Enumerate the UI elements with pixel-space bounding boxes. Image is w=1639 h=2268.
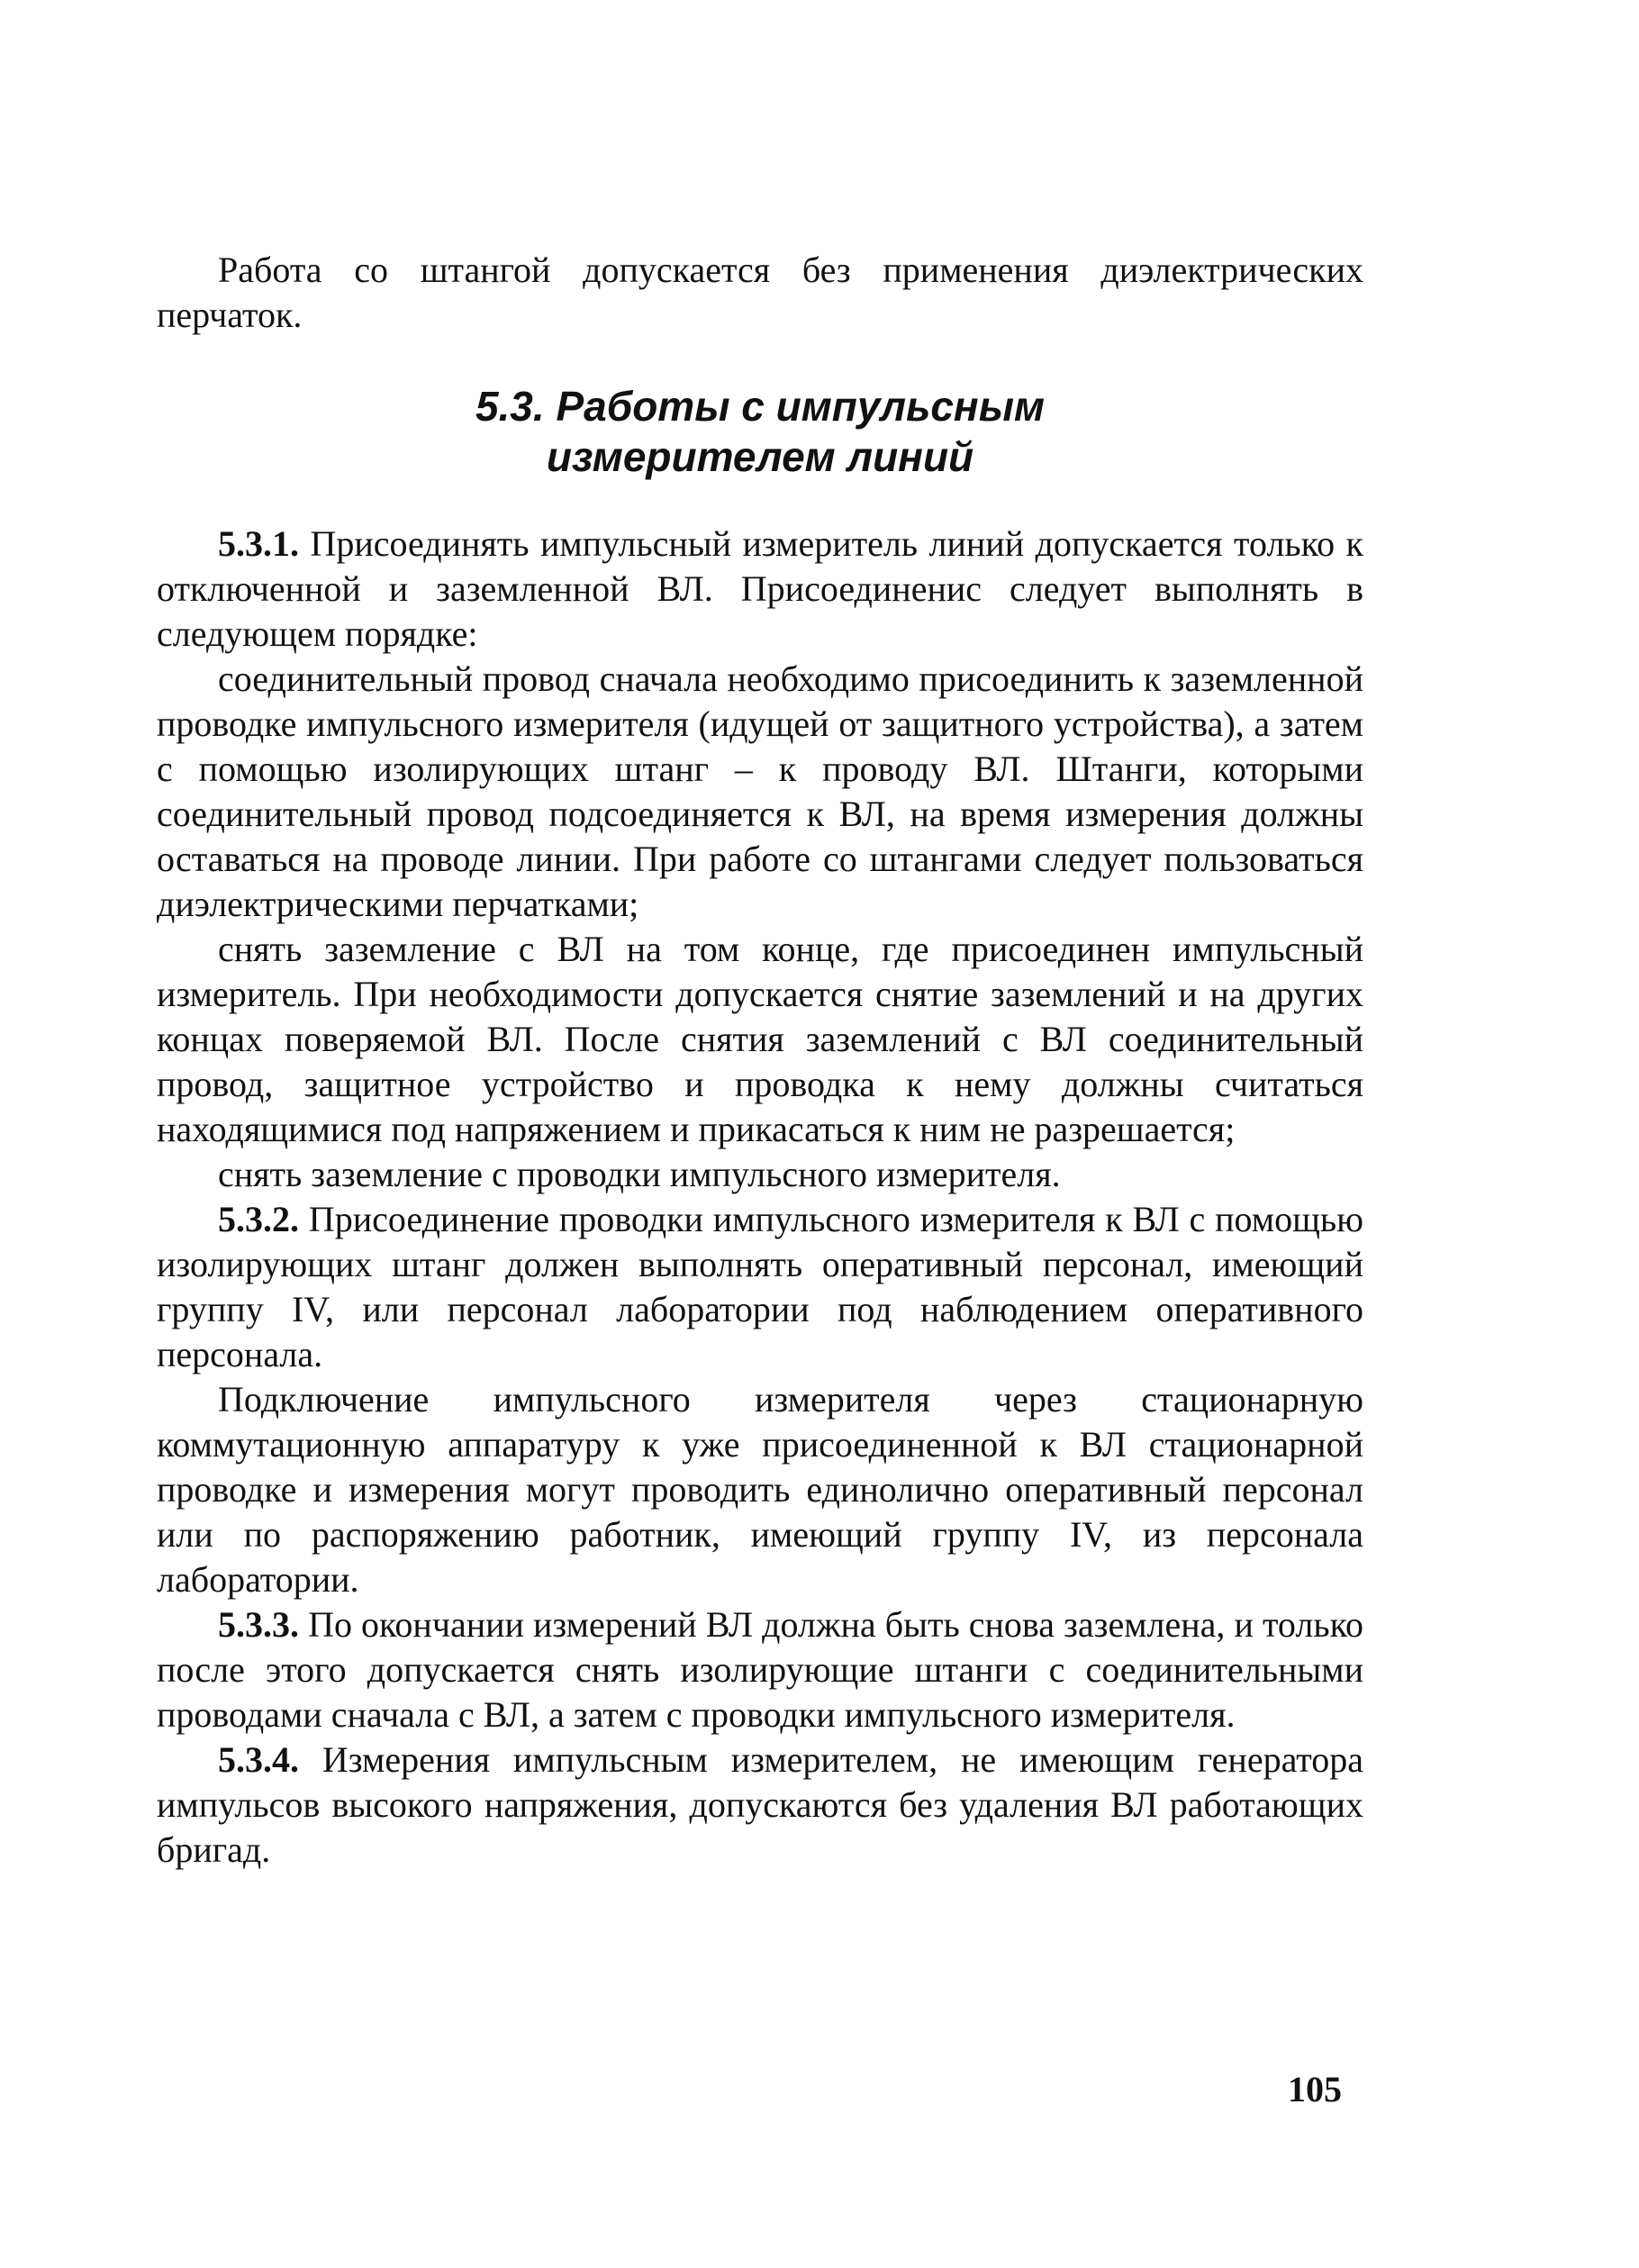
paragraph-text: снять заземление с проводки импульсного измерителя. (218, 1154, 1061, 1194)
section-heading-line-1: 5.3. Работы с импульсным (475, 383, 1046, 430)
page-number: 105 (1288, 2069, 1342, 2109)
clause-number: 5.3.3. (218, 1604, 299, 1645)
intro-paragraph: Работа со штангой допускается без применения диэлектрических перчаток. (157, 249, 1363, 335)
clause-number: 5.3.1. (218, 523, 299, 564)
paragraph-text: Подключение импульсного измерителя через стационарную коммутационную аппаратуру к уже присоединенной к ВЛ стационарной проводке и измерения могут проводить единолично оперативный персонал или по распоряжению работник, имеющий группу IV, из персонала лаборатории. (157, 1379, 1363, 1600)
paragraph-step-2 (157, 927, 1363, 1152)
paragraph-text: соединительный провод сначала необходимо присоединить к заземленной проводке импульсного измерителя (идущей от защитного устройства), а затем с помощью изолирующих штанг – к проводу ВЛ. Штанги, которыми соединительный провод подсоединяется к ВЛ, на время измерения должны оставаться на проводе линии. При работе со штангами следует пользоваться диэлектрическими перчатками; (157, 658, 1363, 924)
paragraph-text: Присоединение проводки импульсного измерителя к ВЛ с помощью изолирующих штанг должен выполнять оперативный персонал, имеющий группу IV, или персонал лаборатории под наблюдением оперативного персонала. (157, 1199, 1363, 1374)
paragraph-text: Присоединять импульсный измеритель линий допускается только к отключенной и заземленной ВЛ. Присоединенис следует выполнять в следующем порядке: (157, 523, 1363, 654)
paragraph-step-1 (157, 657, 1363, 927)
paragraph-5-3-4 (157, 1737, 1363, 1873)
clause-number: 5.3.4. (218, 1739, 299, 1780)
paragraph-connection (157, 1377, 1363, 1602)
paragraph-5-3-1 (157, 522, 1363, 657)
paragraph-text: Измерения импульсным измерителем, не имеющим генератора импульсов высокого напряжения, допускаются без удаления ВЛ работающих бригад. (157, 1739, 1363, 1870)
paragraph-step-3 (157, 1152, 1363, 1197)
paragraph-5-3-3 (157, 1602, 1363, 1737)
section-heading-line-2: измерителем линий (546, 433, 974, 480)
section-heading (157, 381, 1363, 482)
paragraph-5-3-2 (157, 1197, 1363, 1377)
paragraph-text: По окончании измерений ВЛ должна быть снова заземлена, и только после этого допускается снять изолирующие штанги с соединительными проводами сначала с ВЛ, а затем с проводки импульсного измерителя. (157, 1604, 1363, 1735)
paragraph-text: снять заземление с ВЛ на том конце, где присоединен импульсный измеритель. При необходимости допускается снятие заземлений и на других концах поверяемой ВЛ. После снятия заземлений с ВЛ соединительный провод, защитное устройство и проводка к нему должны считаться находящимися под напряжением и прикасаться к ним не разрешается; (157, 929, 1363, 1149)
body-text (157, 248, 1363, 1873)
clause-number: 5.3.2. (218, 1199, 299, 1239)
